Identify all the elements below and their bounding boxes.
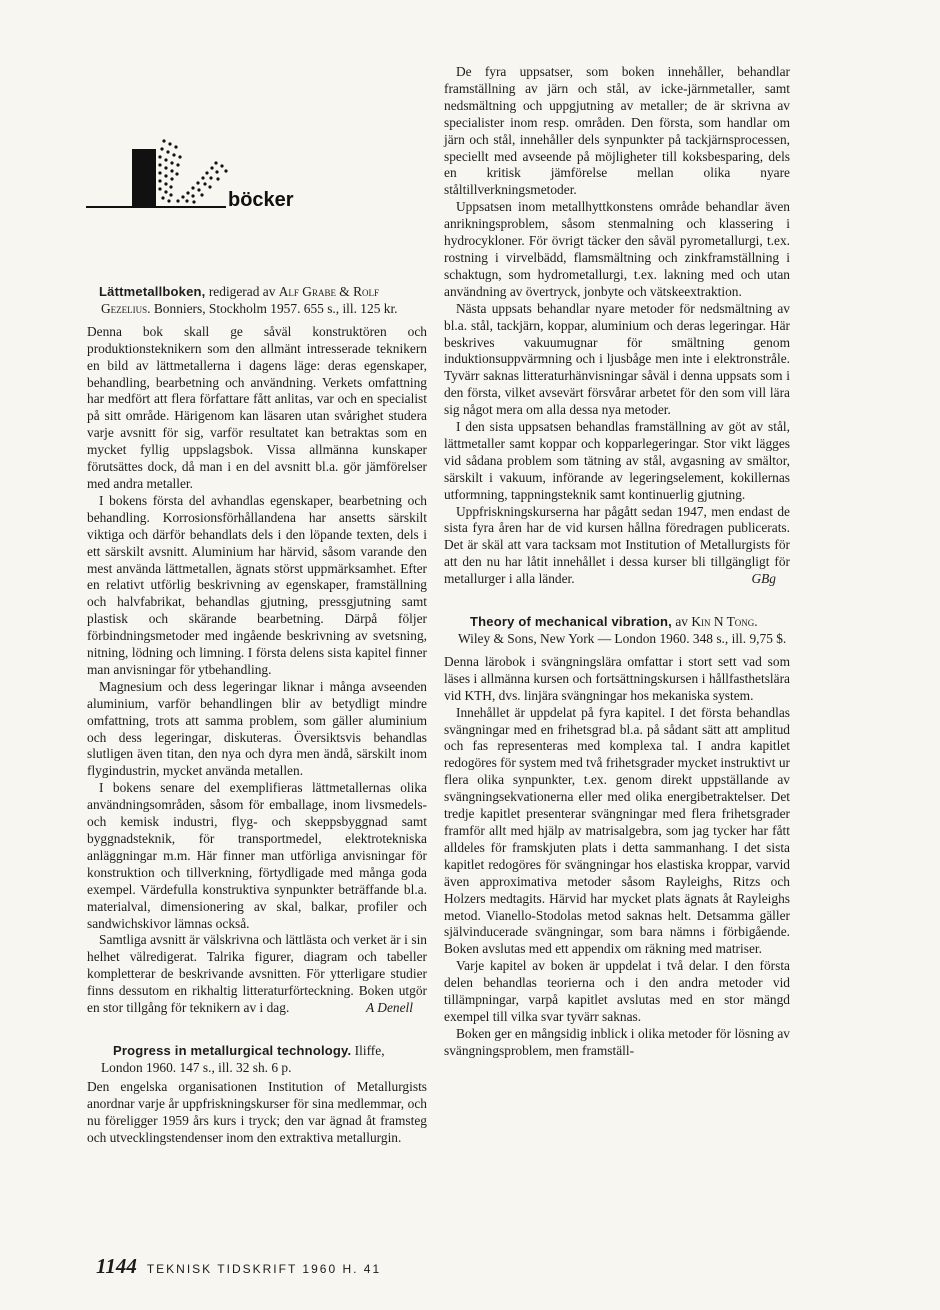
review-paragraph: I bokens senare del exemplifieras lättmetallernas olika användningsområden, såsom för emballage, inom livsmedels- och kemisk industri, flyg- och skeppsbyggnad samt byggnadsteknik, för transportmedel, elektrotekniska anläggningar m.m. Här finner man utförliga anvisningar för konstruktion och tillverkning, förtydligade med många goda exempel. Värdefulla konstruktiva synpunkter beträffande bl.a. materialval, dimensionering av skal, balkar, profiler och sandwichskivor lämnas också. — [87, 780, 427, 931]
review-paragraph: Den engelska organisationen Institution of Metallurgists anordnar varje år uppfriskningskurser för sina medlemmar, och nu föreligger 1959 års kurs i tryck; den var ägnad åt framsteg och utvecklingstendenser inom den extraktiva metallurgin. — [87, 1078, 427, 1145]
review-header: Lättmetallboken, redigerad av Alf Grabe & Rolf Gezelius. Bonniers, Stockholm 1957. 655 s., ill. 125 kr. — [99, 284, 398, 316]
reviewer-signature: A Denell — [366, 1000, 413, 1016]
reviewer-signature: GBg — [751, 571, 776, 587]
review-header — [87, 1043, 427, 1077]
editor-name: Rolf Gezelius — [101, 284, 380, 316]
book-publication-info: Iliffe, London 1960. 147 s., ill. 32 sh. 6 p. — [101, 1042, 385, 1075]
section-heading: böcker — [228, 189, 294, 211]
review-paragraph: Uppsatsen inom metallhyttkonstens område behandlar även anrikningsproblem, såsom stenmalning och klassering i hydrocykloner. För övrigt täcker den såväl pyrometallurgi, t.ex. rostning i virvelbädd, flamsmältning och zinkframställning i schaktugn, som hydrometallurgi, t.ex. lakning med och utan användning av övertryck, jonbyte och vätskeextraktion. — [444, 199, 790, 299]
review-paragraph: Denna bok skall ge såväl konstruktören och produktionsteknikern som den allmänt intresserade teknikern en bild av lättmetallerna i dagens läge: deras egenskaper, behandling, bearbetning och användning. Verkets omfattning har medfört att flera författare fått anlitas, var och en specialist på sitt område. Härigenom kan läsaren utan svårighet studera varje avsnitt för sig, varför resultatet kan betraktas som en mycket fyllig uppslagsbok. Vissa allmänna kunskaper förutsättes dock, då man i en del avsnitt bl.a. gör jämförelser med andra metaller. — [87, 323, 427, 491]
review-header: Theory of mechanical vibration, av Kin N Tong. Wiley & Sons, New York — London 1960. 348 s., ill. 9,75 $. — [458, 614, 787, 646]
journal-issue: TEKNISK TIDSKRIFT 1960 H. 41 — [146, 1262, 382, 1276]
review-paragraph: Denna lärobok i svängningslära omfattar i stort sett vad som läses i allmänna kursen och fortsättningskursen i hållfasthetslära vid KTH, dvs. linjära svängningar hos mekaniska system. — [444, 653, 790, 703]
review-paragraph: Varje kapitel av boken är uppdelat i två delar. I den första delen behandlas teorierna och i den andra metoder vid tillämpningar, varpå kapitlet avslutas med en stor mängd exempel till vilka svar tyvärr saknas. — [444, 958, 790, 1024]
review-paragraph: Samtliga avsnitt är välskrivna och lättlästa och verket är i sin helhet välredigerat. Talrika figurer, diagram och tabeller kompletterar de beskrivande avsnitten. För ytterligare studier finns dessutom en rikhaltig litteraturförteckning. Boken utgör en stor tillgång för teknikern av i dag. A Denell — [87, 932, 427, 1016]
page-number: 1144 — [96, 1254, 137, 1278]
review-paragraph: I den sista uppsatsen behandlas framställning av göt av stål, lättmetaller samt koppar och kopparlegeringar. Stor vikt lägges vid sådana problem som tätning av stål, avgasning av smältor, särskilt i vakuum, införande av legeringselement, kokillernas utformning, tappningsteknik samt kontinuerlig gjutning. — [444, 419, 790, 502]
review-paragraph: Magnesium och dess legeringar liknar i många avseenden aluminium, varför behandlingen blir av betydligt mindre omfattning, trots att samma problem, som gäller aluminium och dess legeringar, diskuteras. Översiktsvis behandlas slutligen även titan, den nya och dyra men ändå, särskilt inom flygindustrin, mycket använda metallen. — [87, 678, 427, 779]
review-paragraph: Nästa uppsats behandlar nyare metoder för nedsmältning av bl.a. stål, tackjärn, koppar, aluminium och deras legeringar. Här beskrives vakuumugnar för smältning genom induktionsuppvärmning och i ljusbåge men inte i elektronstråle. Tyvärr saknas litteraturhänvisningar såväl i denna uppsats som i den första, vilket avsevärt försvårar arbetet för den som vill lära sig något mera om alla dessa nya metoder. — [444, 300, 790, 418]
section-logo — [86, 133, 318, 213]
book-publication-info: . Bonniers, Stockholm 1957. 655 s., ill. 125 kr. — [147, 300, 398, 316]
book-title: Lättmetallboken, — [99, 284, 206, 299]
book-title: Progress in metallurgical technology. — [113, 1042, 352, 1058]
editor-name: Alf Grabe — [278, 284, 336, 299]
review-paragraph: Uppfriskningskurserna har pågått sedan 1947, men endast de sista fyra åren har de vid kursen hållna föredragen publicerats. Det är skäl att vara tacksam mot Institution of Metallurgists för att den nu har låtit innehållet i dessa kurser bli tillgängligt för metallurger i alla länder. GBg — [444, 503, 790, 587]
review-paragraph: De fyra uppsatser, som boken innehåller, behandlar framställning av järn och stål, av icke-järnmetaller, samt nedsmältning och uppgjutning av metaller; de är skrivna av specialister inom resp. områden. Den första, som handlar om järn och stål, innehåller dels synpunkter på tackjärnsprocessen, speciellt med avseende på möjligheter till koksbesparing, dels en kritisk jämförelse mellan olika nyare ståltillverkningsmetoder. — [444, 64, 790, 198]
left-column — [87, 284, 427, 1146]
page-footer — [96, 1254, 381, 1279]
book-publication-info: . Wiley & Sons, New York — London 1960. 348 s., ill. 9,75 $. — [458, 614, 787, 646]
review-paragraph: Innehållet är uppdelat på fyra kapitel. I det första behandlas svängningar med en frihetsgrad bl.a. på sådant sätt att amplitud och fas representeras med komplexa tal. I andra kapitlet redogöres för system med två frihetsgrader mycket instruktivt ur flera olika synpunkter, t.ex. genom direkt uppställande av svängningsekvationerna eller med olika energibetraktelser. Det tredje kapitlet presenterar svängningar med flera frihetsgrader framför allt med hjälp av matrisalgebra, som jag tycker har fått alldeles för framskjuten plats i detta sammanhang. I det sista kapitlet redogöres för svängningar hos elastiska kroppar, varvid även approximativa metoder såsom Rayleighs, Ritzs och Holzers medtagits. Härvid har mycket plats ägnats åt Rayleighs metod. Vianello-Stodolas metod saknas helt. Detsamma gäller självinducerade svängningar, som bara nämns i förbigående. Boken avslutas med ett appendix om räkning med matriser. — [444, 704, 790, 957]
review-paragraph: Boken ger en mångsidig inblick i olika metoder för lösning av svängningsproblem, men framställ- — [444, 1025, 790, 1058]
logo-dots-graphic — [86, 133, 246, 213]
book-title: Theory of mechanical vibration, — [470, 614, 672, 630]
right-column — [444, 64, 790, 1060]
author-name: Kin N Tong — [691, 614, 755, 630]
review-paragraph: I bokens första del avhandlas egenskaper, bearbetning och behandling. Korrosionsförhållandena har ansetts särskilt viktiga och därför behandlats dels i den löpande texten, dels i ett särskilt avsnitt. Aluminium har härvid, såsom varande den mest använda lättmetallen, ägnats störst uppmärksamhet. Efter en relativt utförlig beskrivning av egenskaper, framställning och halvfabrikat, behandlas gjutning, pressgjutning samt plastisk och skärande bearbetning. Därpå följer förbindningsmetoder med ingående beskrivning av svetsning, nitning, lödning och limning. I första delens sista kapitel finner man anvisningar för ytbehandling. — [87, 492, 427, 677]
